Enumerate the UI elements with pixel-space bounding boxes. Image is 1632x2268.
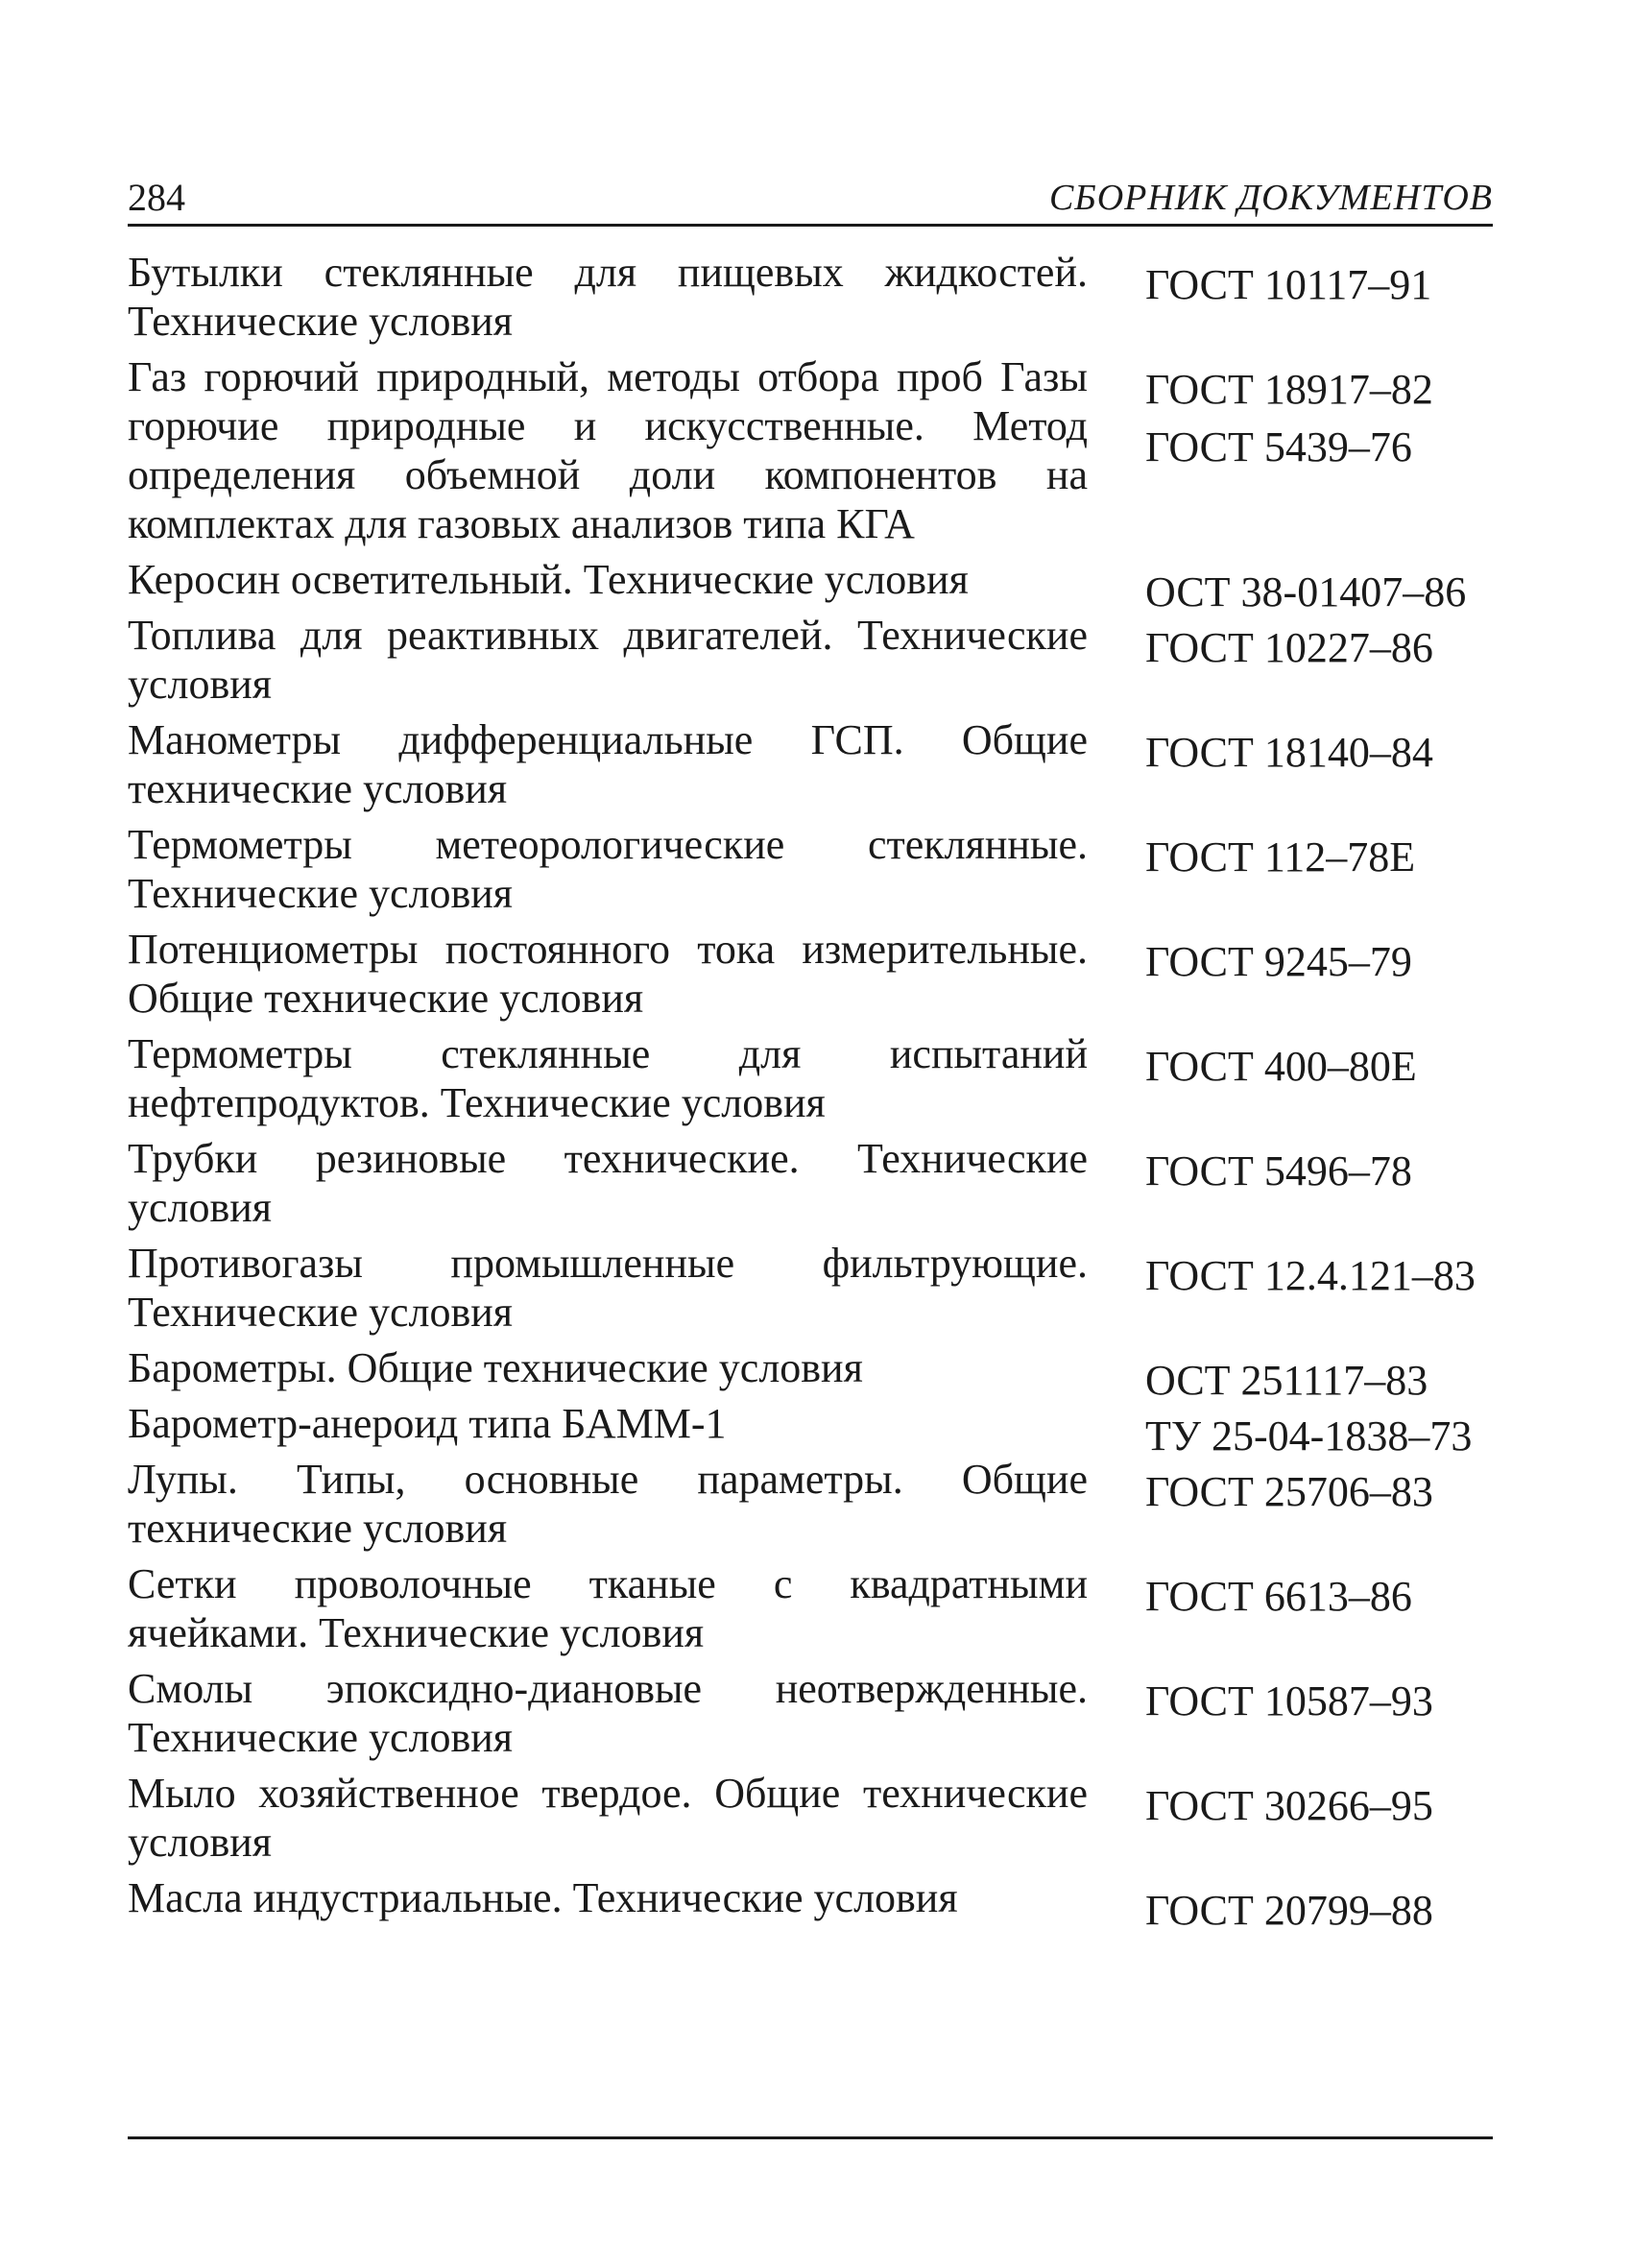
standard-code: ГОСТ 10117–91 (1145, 261, 1432, 308)
list-item (128, 1134, 1493, 1232)
entry-title: Манометры дифференциальные ГСП. Общие технические условия (128, 716, 1088, 812)
standard-code: ГОСТ 12.4.121–83 (1145, 1252, 1476, 1299)
entry-title: Масла индустриальные. Технические условия (128, 1874, 958, 1921)
list-item (128, 555, 1493, 615)
list-item (128, 1343, 1493, 1404)
entry-title: Трубки резиновые технические. Технические условия (128, 1135, 1088, 1231)
entry-title: Керосин осветительный. Технические условия (128, 556, 969, 603)
header-divider (128, 224, 1493, 227)
standard-code: ОСТ 251117–83 (1145, 1357, 1428, 1404)
standard-code: ГОСТ 9245–79 (1145, 938, 1412, 985)
entry-codes (1145, 619, 1493, 677)
entry-title: Топлива для реактивных двигателей. Технические условия (128, 612, 1088, 708)
standards-list (128, 248, 1493, 1934)
list-item (128, 1873, 1493, 1934)
list-item (128, 1769, 1493, 1867)
entry-title: Мыло хозяйственное твердое. Общие технические условия (128, 1770, 1088, 1866)
entry-codes (1145, 724, 1493, 782)
entry-title: Лупы. Типы, основные параметры. Общие технические условия (128, 1456, 1088, 1552)
list-item (128, 1559, 1493, 1657)
entry-title: Противогазы промышленные фильтрующие. Технические условия (128, 1240, 1088, 1336)
list-item (128, 1455, 1493, 1553)
entry-codes (1145, 1882, 1493, 1940)
list-item (128, 1664, 1493, 1762)
entry-title: Барометр-анероид типа БАММ-1 (128, 1400, 727, 1447)
standard-code: ГОСТ 5439–76 (1145, 423, 1412, 470)
list-item (128, 1029, 1493, 1127)
standard-code: ГОСТ 18140–84 (1145, 729, 1433, 776)
entry-codes (1145, 1247, 1493, 1305)
entry-title: Термометры метеорологические стеклянные. Технические условия (128, 821, 1088, 917)
entry-title: Смолы эпоксидно-диановые неотвержденные. Технические условия (128, 1665, 1088, 1761)
entry-codes (1145, 829, 1493, 886)
standard-code: ТУ 25-04-1838–73 (1145, 1412, 1473, 1460)
running-title: СБОРНИК ДОКУМЕНТОВ (1048, 178, 1493, 218)
entry-title: Сетки проволочные тканые с квадратными ячейками. Технические условия (128, 1560, 1088, 1656)
list-item (128, 248, 1493, 346)
entry-codes (1145, 1777, 1493, 1835)
standard-code: ГОСТ 30266–95 (1145, 1782, 1433, 1829)
standard-code: ГОСТ 112–78Е (1145, 833, 1416, 881)
list-item (128, 820, 1493, 918)
entry-codes (1145, 1463, 1493, 1521)
standard-code: ГОСТ 400–80Е (1145, 1043, 1417, 1090)
list-item (128, 925, 1493, 1023)
entry-codes (1145, 933, 1493, 991)
entry-title: Термометры стеклянные для испытаний нефтепродуктов. Технические условия (128, 1030, 1088, 1126)
entry-title: Газ горючий природный, методы отбора проб Газы горючие природные и искусственные. Метод определения объемной доли компонентов на комплектах для газовых анализов типа КГА (128, 353, 1088, 547)
page-header (128, 173, 1493, 223)
entry-title: Потенциометры постоянного тока измерительные. Общие технические условия (128, 926, 1088, 1022)
entry-codes (1145, 1568, 1493, 1626)
list-item (128, 1239, 1493, 1337)
entry-title: Бутылки стеклянные для пищевых жидкостей. Технические условия (128, 249, 1088, 345)
entry-codes (1145, 1143, 1493, 1200)
entry-title: Барометры. Общие технические условия (128, 1344, 863, 1391)
standard-code: ГОСТ 25706–83 (1145, 1468, 1433, 1515)
standard-code: ГОСТ 18917–82 (1145, 366, 1433, 413)
standard-code: ГОСТ 5496–78 (1145, 1147, 1412, 1194)
entry-codes (1145, 1673, 1493, 1730)
list-item (128, 611, 1493, 709)
footer-divider (128, 2136, 1493, 2139)
standard-code: ГОСТ 10227–86 (1145, 624, 1433, 671)
entry-codes (1145, 256, 1493, 314)
list-item (128, 715, 1493, 813)
page-number: 284 (128, 176, 185, 219)
standard-code: ГОСТ 10587–93 (1145, 1677, 1433, 1725)
entry-codes (1145, 361, 1493, 476)
standard-code: ОСТ 38-01407–86 (1145, 568, 1467, 615)
list-item (128, 1399, 1493, 1460)
standard-code: ГОСТ 20799–88 (1145, 1887, 1433, 1934)
entry-codes (1145, 1038, 1493, 1096)
list-item (128, 352, 1493, 548)
standard-code: ГОСТ 6613–86 (1145, 1573, 1412, 1620)
